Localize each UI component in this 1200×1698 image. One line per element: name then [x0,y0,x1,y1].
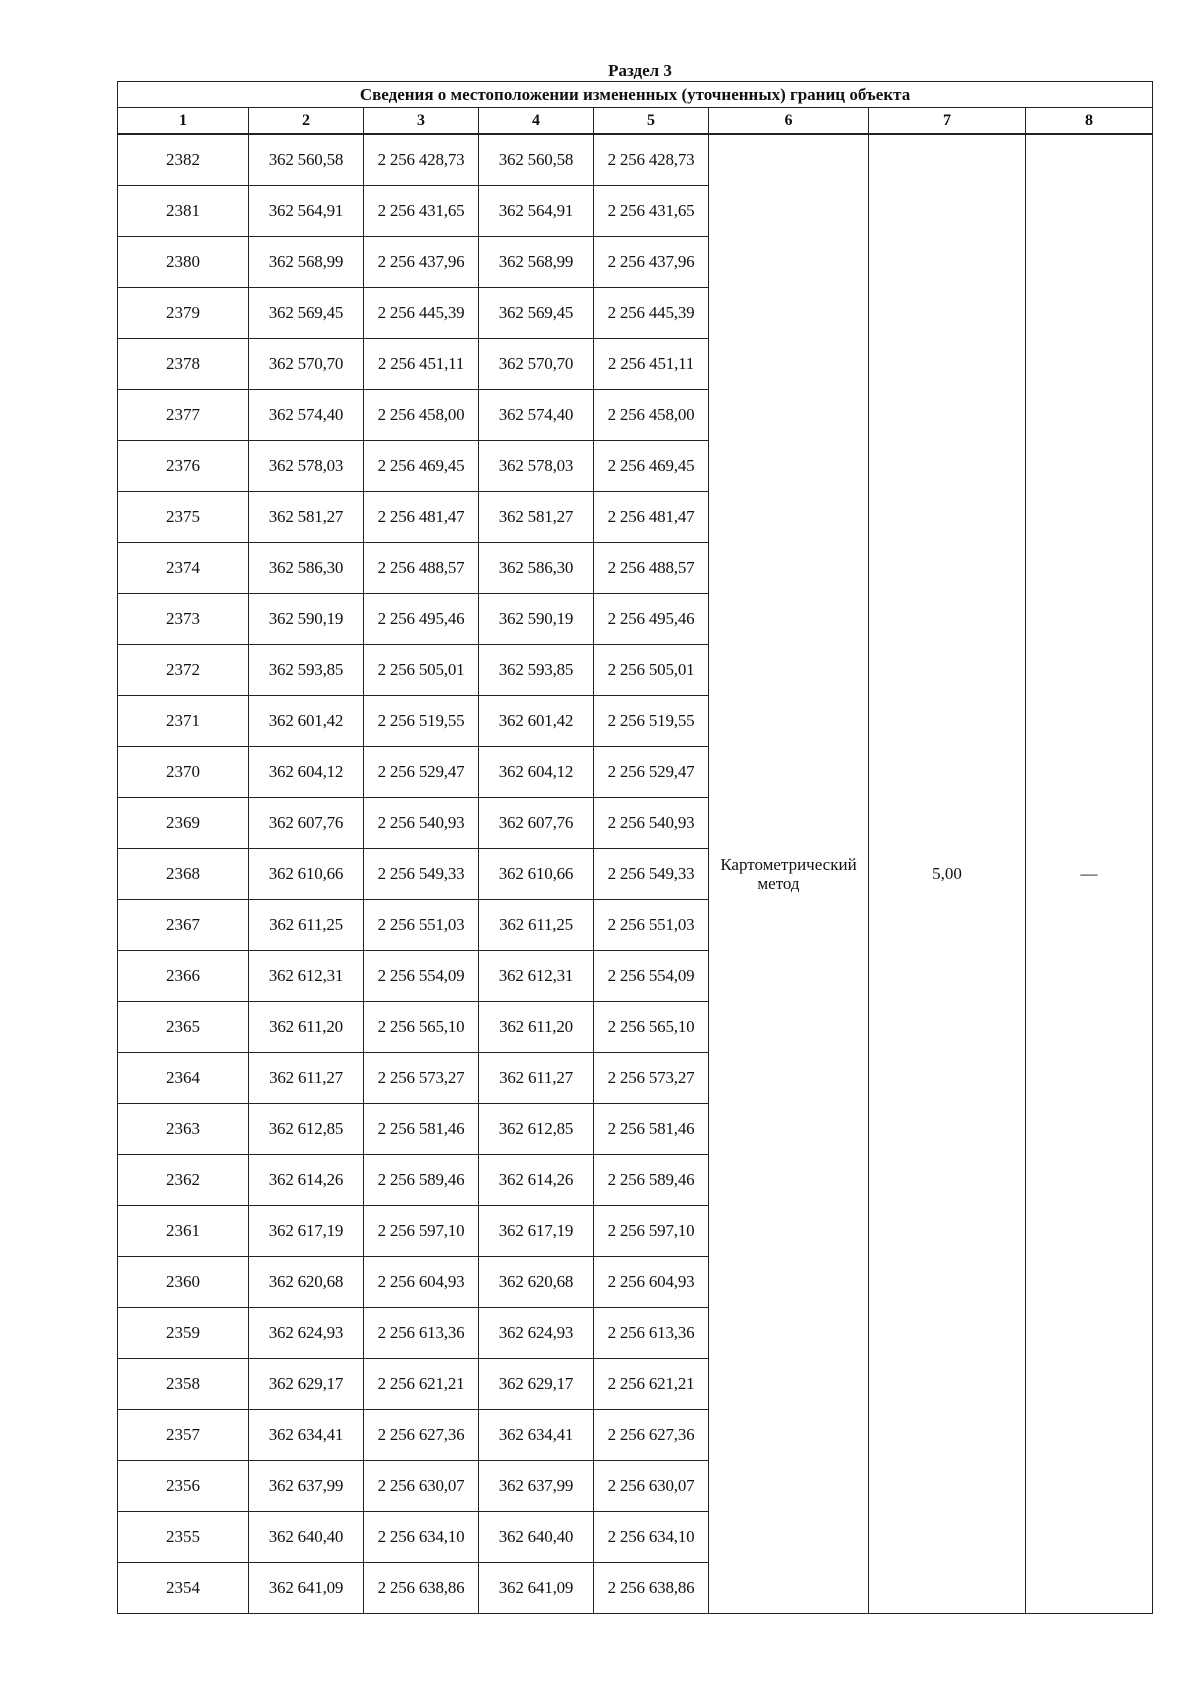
existing-x-cell: 362 612,85 [249,1104,364,1155]
refined-y-cell: 2 256 589,46 [594,1155,709,1206]
existing-y-cell: 2 256 458,00 [364,390,479,441]
refined-x-cell: 362 604,12 [479,747,594,798]
existing-x-cell: 362 629,17 [249,1359,364,1410]
refined-y-cell: 2 256 519,55 [594,696,709,747]
refined-x-cell: 362 612,31 [479,951,594,1002]
column-header: 5 [594,108,709,135]
existing-y-cell: 2 256 627,36 [364,1410,479,1461]
table-row [118,134,1153,186]
point-number-cell: 2369 [118,798,249,849]
refined-x-cell: 362 564,91 [479,186,594,237]
refined-y-cell: 2 256 505,01 [594,645,709,696]
existing-x-cell: 362 581,27 [249,492,364,543]
point-number-cell: 2372 [118,645,249,696]
refined-x-cell: 362 586,30 [479,543,594,594]
existing-x-cell: 362 637,99 [249,1461,364,1512]
point-number-cell: 2358 [118,1359,249,1410]
table-caption: Сведения о местоположении измененных (уточненных) границ объекта [118,82,1153,108]
column-header: 1 [118,108,249,135]
existing-y-cell: 2 256 451,11 [364,339,479,390]
point-number-cell: 2361 [118,1206,249,1257]
refined-x-cell: 362 560,58 [479,134,594,186]
point-number-cell: 2377 [118,390,249,441]
refined-x-cell: 362 568,99 [479,237,594,288]
column-header: 8 [1026,108,1153,135]
refined-x-cell: 362 614,26 [479,1155,594,1206]
existing-y-cell: 2 256 630,07 [364,1461,479,1512]
existing-y-cell: 2 256 437,96 [364,237,479,288]
point-number-cell: 2382 [118,134,249,186]
refined-y-cell: 2 256 630,07 [594,1461,709,1512]
point-number-cell: 2375 [118,492,249,543]
refined-y-cell: 2 256 451,11 [594,339,709,390]
point-number-cell: 2359 [118,1308,249,1359]
refined-x-cell: 362 611,27 [479,1053,594,1104]
existing-y-cell: 2 256 428,73 [364,134,479,186]
existing-y-cell: 2 256 549,33 [364,849,479,900]
existing-x-cell: 362 641,09 [249,1563,364,1614]
refined-y-cell: 2 256 540,93 [594,798,709,849]
point-number-cell: 2381 [118,186,249,237]
refined-y-cell: 2 256 613,36 [594,1308,709,1359]
existing-y-cell: 2 256 634,10 [364,1512,479,1563]
refined-y-cell: 2 256 529,47 [594,747,709,798]
note-cell: — [1026,134,1153,1614]
coordinates-table [117,81,1153,1614]
refined-x-cell: 362 640,40 [479,1512,594,1563]
refined-x-cell: 362 641,09 [479,1563,594,1614]
column-header: 7 [869,108,1026,135]
point-number-cell: 2365 [118,1002,249,1053]
column-header: 4 [479,108,594,135]
existing-x-cell: 362 564,91 [249,186,364,237]
refined-x-cell: 362 617,19 [479,1206,594,1257]
existing-x-cell: 362 607,76 [249,798,364,849]
existing-x-cell: 362 590,19 [249,594,364,645]
refined-y-cell: 2 256 627,36 [594,1410,709,1461]
refined-x-cell: 362 624,93 [479,1308,594,1359]
refined-x-cell: 362 581,27 [479,492,594,543]
method-cell [709,134,869,1614]
existing-x-cell: 362 578,03 [249,441,364,492]
point-number-cell: 2368 [118,849,249,900]
existing-y-cell: 2 256 481,47 [364,492,479,543]
existing-y-cell: 2 256 554,09 [364,951,479,1002]
refined-x-cell: 362 620,68 [479,1257,594,1308]
existing-y-cell: 2 256 431,65 [364,186,479,237]
existing-x-cell: 362 617,19 [249,1206,364,1257]
existing-y-cell: 2 256 581,46 [364,1104,479,1155]
point-number-cell: 2371 [118,696,249,747]
existing-x-cell: 362 620,68 [249,1257,364,1308]
refined-y-cell: 2 256 565,10 [594,1002,709,1053]
refined-y-cell: 2 256 634,10 [594,1512,709,1563]
existing-x-cell: 362 568,99 [249,237,364,288]
refined-y-cell: 2 256 549,33 [594,849,709,900]
existing-x-cell: 362 634,41 [249,1410,364,1461]
point-number-cell: 2356 [118,1461,249,1512]
column-header: 3 [364,108,479,135]
existing-x-cell: 362 569,45 [249,288,364,339]
table-caption-row [118,82,1153,108]
refined-x-cell: 362 612,85 [479,1104,594,1155]
existing-y-cell: 2 256 445,39 [364,288,479,339]
existing-y-cell: 2 256 638,86 [364,1563,479,1614]
existing-x-cell: 362 560,58 [249,134,364,186]
refined-y-cell: 2 256 445,39 [594,288,709,339]
refined-x-cell: 362 593,85 [479,645,594,696]
existing-x-cell: 362 604,12 [249,747,364,798]
refined-y-cell: 2 256 481,47 [594,492,709,543]
refined-x-cell: 362 574,40 [479,390,594,441]
point-number-cell: 2376 [118,441,249,492]
existing-x-cell: 362 611,27 [249,1053,364,1104]
refined-y-cell: 2 256 638,86 [594,1563,709,1614]
existing-x-cell: 362 611,20 [249,1002,364,1053]
point-number-cell: 2363 [118,1104,249,1155]
point-number-cell: 2354 [118,1563,249,1614]
existing-x-cell: 362 640,40 [249,1512,364,1563]
refined-y-cell: 2 256 573,27 [594,1053,709,1104]
refined-y-cell: 2 256 551,03 [594,900,709,951]
refined-y-cell: 2 256 458,00 [594,390,709,441]
existing-y-cell: 2 256 519,55 [364,696,479,747]
point-number-cell: 2378 [118,339,249,390]
refined-y-cell: 2 256 469,45 [594,441,709,492]
accuracy-cell: 5,00 [869,134,1026,1614]
point-number-cell: 2364 [118,1053,249,1104]
refined-x-cell: 362 610,66 [479,849,594,900]
existing-x-cell: 362 610,66 [249,849,364,900]
existing-x-cell: 362 570,70 [249,339,364,390]
point-number-cell: 2360 [118,1257,249,1308]
existing-y-cell: 2 256 469,45 [364,441,479,492]
point-number-cell: 2367 [118,900,249,951]
refined-x-cell: 362 637,99 [479,1461,594,1512]
point-number-cell: 2380 [118,237,249,288]
point-number-cell: 2373 [118,594,249,645]
existing-x-cell: 362 586,30 [249,543,364,594]
refined-x-cell: 362 611,20 [479,1002,594,1053]
method-text: метод [757,874,800,893]
refined-x-cell: 362 629,17 [479,1359,594,1410]
existing-y-cell: 2 256 604,93 [364,1257,479,1308]
existing-y-cell: 2 256 589,46 [364,1155,479,1206]
point-number-cell: 2357 [118,1410,249,1461]
method-text: Картометрический [720,855,857,874]
refined-y-cell: 2 256 621,21 [594,1359,709,1410]
column-header: 2 [249,108,364,135]
refined-y-cell: 2 256 488,57 [594,543,709,594]
refined-y-cell: 2 256 431,65 [594,186,709,237]
existing-y-cell: 2 256 488,57 [364,543,479,594]
refined-x-cell: 362 590,19 [479,594,594,645]
existing-x-cell: 362 624,93 [249,1308,364,1359]
table-body [118,134,1153,1614]
existing-y-cell: 2 256 551,03 [364,900,479,951]
refined-y-cell: 2 256 495,46 [594,594,709,645]
refined-y-cell: 2 256 428,73 [594,134,709,186]
existing-y-cell: 2 256 613,36 [364,1308,479,1359]
existing-y-cell: 2 256 573,27 [364,1053,479,1104]
refined-y-cell: 2 256 554,09 [594,951,709,1002]
refined-y-cell: 2 256 604,93 [594,1257,709,1308]
point-number-cell: 2355 [118,1512,249,1563]
point-number-cell: 2366 [118,951,249,1002]
point-number-cell: 2374 [118,543,249,594]
existing-x-cell: 362 574,40 [249,390,364,441]
existing-x-cell: 362 601,42 [249,696,364,747]
refined-x-cell: 362 611,25 [479,900,594,951]
existing-x-cell: 362 593,85 [249,645,364,696]
refined-y-cell: 2 256 437,96 [594,237,709,288]
refined-y-cell: 2 256 581,46 [594,1104,709,1155]
refined-x-cell: 362 601,42 [479,696,594,747]
refined-x-cell: 362 578,03 [479,441,594,492]
existing-x-cell: 362 611,25 [249,900,364,951]
point-number-cell: 2362 [118,1155,249,1206]
section-title: Раздел 3 [608,61,672,80]
refined-x-cell: 362 607,76 [479,798,594,849]
existing-x-cell: 362 614,26 [249,1155,364,1206]
existing-y-cell: 2 256 621,21 [364,1359,479,1410]
existing-y-cell: 2 256 529,47 [364,747,479,798]
refined-x-cell: 362 634,41 [479,1410,594,1461]
existing-x-cell: 362 612,31 [249,951,364,1002]
column-number-row [118,108,1153,135]
refined-x-cell: 362 569,45 [479,288,594,339]
point-number-cell: 2370 [118,747,249,798]
refined-y-cell: 2 256 597,10 [594,1206,709,1257]
refined-x-cell: 362 570,70 [479,339,594,390]
existing-y-cell: 2 256 565,10 [364,1002,479,1053]
column-header: 6 [709,108,869,135]
existing-y-cell: 2 256 495,46 [364,594,479,645]
existing-y-cell: 2 256 505,01 [364,645,479,696]
existing-y-cell: 2 256 597,10 [364,1206,479,1257]
point-number-cell: 2379 [118,288,249,339]
existing-y-cell: 2 256 540,93 [364,798,479,849]
